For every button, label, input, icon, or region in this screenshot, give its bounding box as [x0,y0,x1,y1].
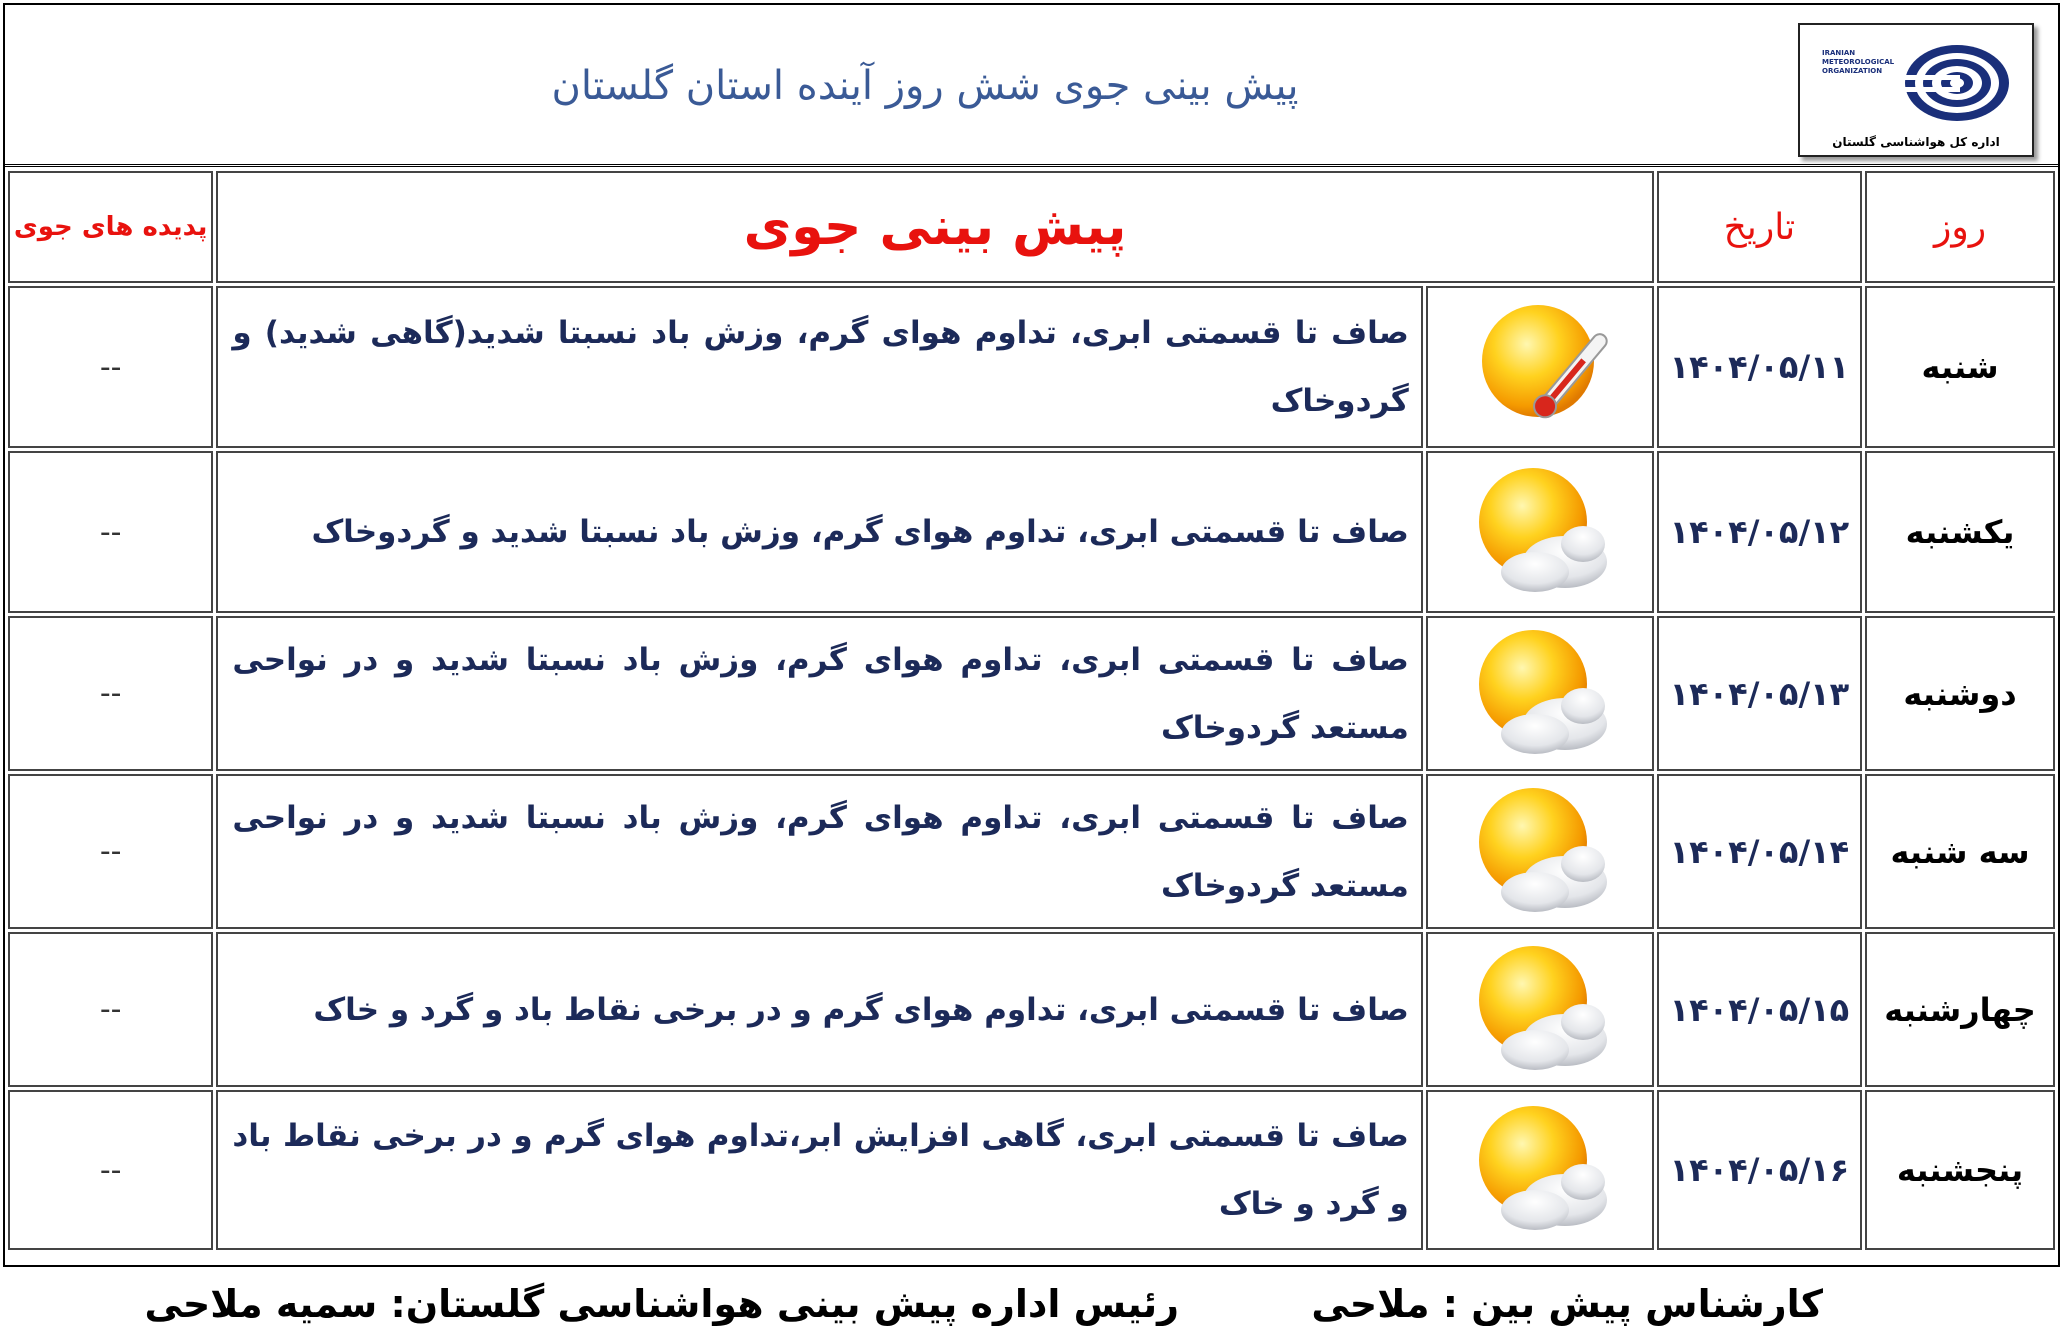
page-footer [0,1272,2063,1326]
phenomena-cell: -- [8,774,213,929]
forecast-text-cell: صاف تا قسمتی ابری، تداوم هوای گرم، وزش باد نسبتا شدید و در نواحی مستعد گردوخاک [216,774,1422,929]
day-cell: شنبه [1865,286,2055,448]
sun-cloud-icon [1465,1098,1615,1238]
sun-cloud-icon [1465,780,1615,920]
phenomena-cell: -- [8,286,213,448]
meteorological-organization-logo [1798,23,2034,157]
forecast-text-cell: صاف تا قسمتی ابری، تداوم هوای گرم، وزش باد نسبتا شدید(گاهی شدید) و گردوخاک [216,286,1422,448]
weather-icon-cell [1426,616,1654,771]
forecast-text-cell: صاف تا قسمتی ابری، تداوم هوای گرم، وزش باد نسبتا شدید و در نواحی مستعد گردوخاک [216,616,1422,771]
sun-cloud-icon [1465,460,1615,600]
phenomena-cell: -- [8,1090,213,1250]
date-cell: ۱۴۰۴/۰۵/۱۶ [1657,1090,1862,1250]
logo-org-text: IRANIAN METEOROLOGICAL ORGANIZATION [1822,49,1895,75]
forecast-text-cell: صاف تا قسمتی ابری، تداوم هوای گرم، وزش باد نسبتا شدید و گردوخاک [216,451,1422,613]
sun-thermometer-icon [1470,295,1610,435]
table-header-row [8,171,2055,283]
column-header-date: تاریخ [1657,171,1862,283]
weather-icon-cell [1426,286,1654,448]
column-header-forecast: پیش بینی جوی [216,171,1653,283]
page-header [5,5,2058,167]
logo-caption: اداره کل هواشناسی گلستان [1832,135,2000,149]
table-row [8,451,2055,613]
day-cell: چهارشنبه [1865,932,2055,1087]
column-header-day: روز [1865,171,2055,283]
page-title: پیش بینی جوی شش روز آینده استان گلستان [551,63,1299,109]
department-head-signature: رئیس اداره پیش بینی هواشناسی گلستان: سمیه ملاحی [144,1282,1179,1326]
logo-emblem-icon [1902,41,2012,125]
column-header-phenomena: پدیده های جوی [8,171,213,283]
table-row [8,932,2055,1087]
forecast-text-cell: صاف تا قسمتی ابری، گاهی افزایش ابر،تداوم هوای گرم و در برخی نقاط باد و گرد و خاک [216,1090,1422,1250]
forecast-text-cell: صاف تا قسمتی ابری، تداوم هوای گرم و در برخی نقاط باد و گرد و خاک [216,932,1422,1087]
date-cell: ۱۴۰۴/۰۵/۱۲ [1657,451,1862,613]
weather-icon-cell [1426,1090,1654,1250]
weather-icon-cell [1426,774,1654,929]
day-cell: یکشنبه [1865,451,2055,613]
table-row [8,616,2055,771]
phenomena-cell: -- [8,932,213,1087]
date-cell: ۱۴۰۴/۰۵/۱۳ [1657,616,1862,771]
forecaster-signature: کارشناس پیش بین : ملاحی [1311,1282,1823,1326]
day-cell: سه شنبه [1865,774,2055,929]
date-cell: ۱۴۰۴/۰۵/۱۱ [1657,286,1862,448]
table-row [8,1090,2055,1250]
page-frame [3,3,2060,1267]
date-cell: ۱۴۰۴/۰۵/۱۵ [1657,932,1862,1087]
weather-icon-cell [1426,932,1654,1087]
weather-icon-cell [1426,451,1654,613]
phenomena-cell: -- [8,451,213,613]
day-cell: دوشنبه [1865,616,2055,771]
table-row [8,774,2055,929]
forecast-table [5,168,2058,1253]
sun-cloud-icon [1465,622,1615,762]
sun-cloud-icon [1465,938,1615,1078]
table-row [8,286,2055,448]
day-cell: پنجشنبه [1865,1090,2055,1250]
phenomena-cell: -- [8,616,213,771]
date-cell: ۱۴۰۴/۰۵/۱۴ [1657,774,1862,929]
